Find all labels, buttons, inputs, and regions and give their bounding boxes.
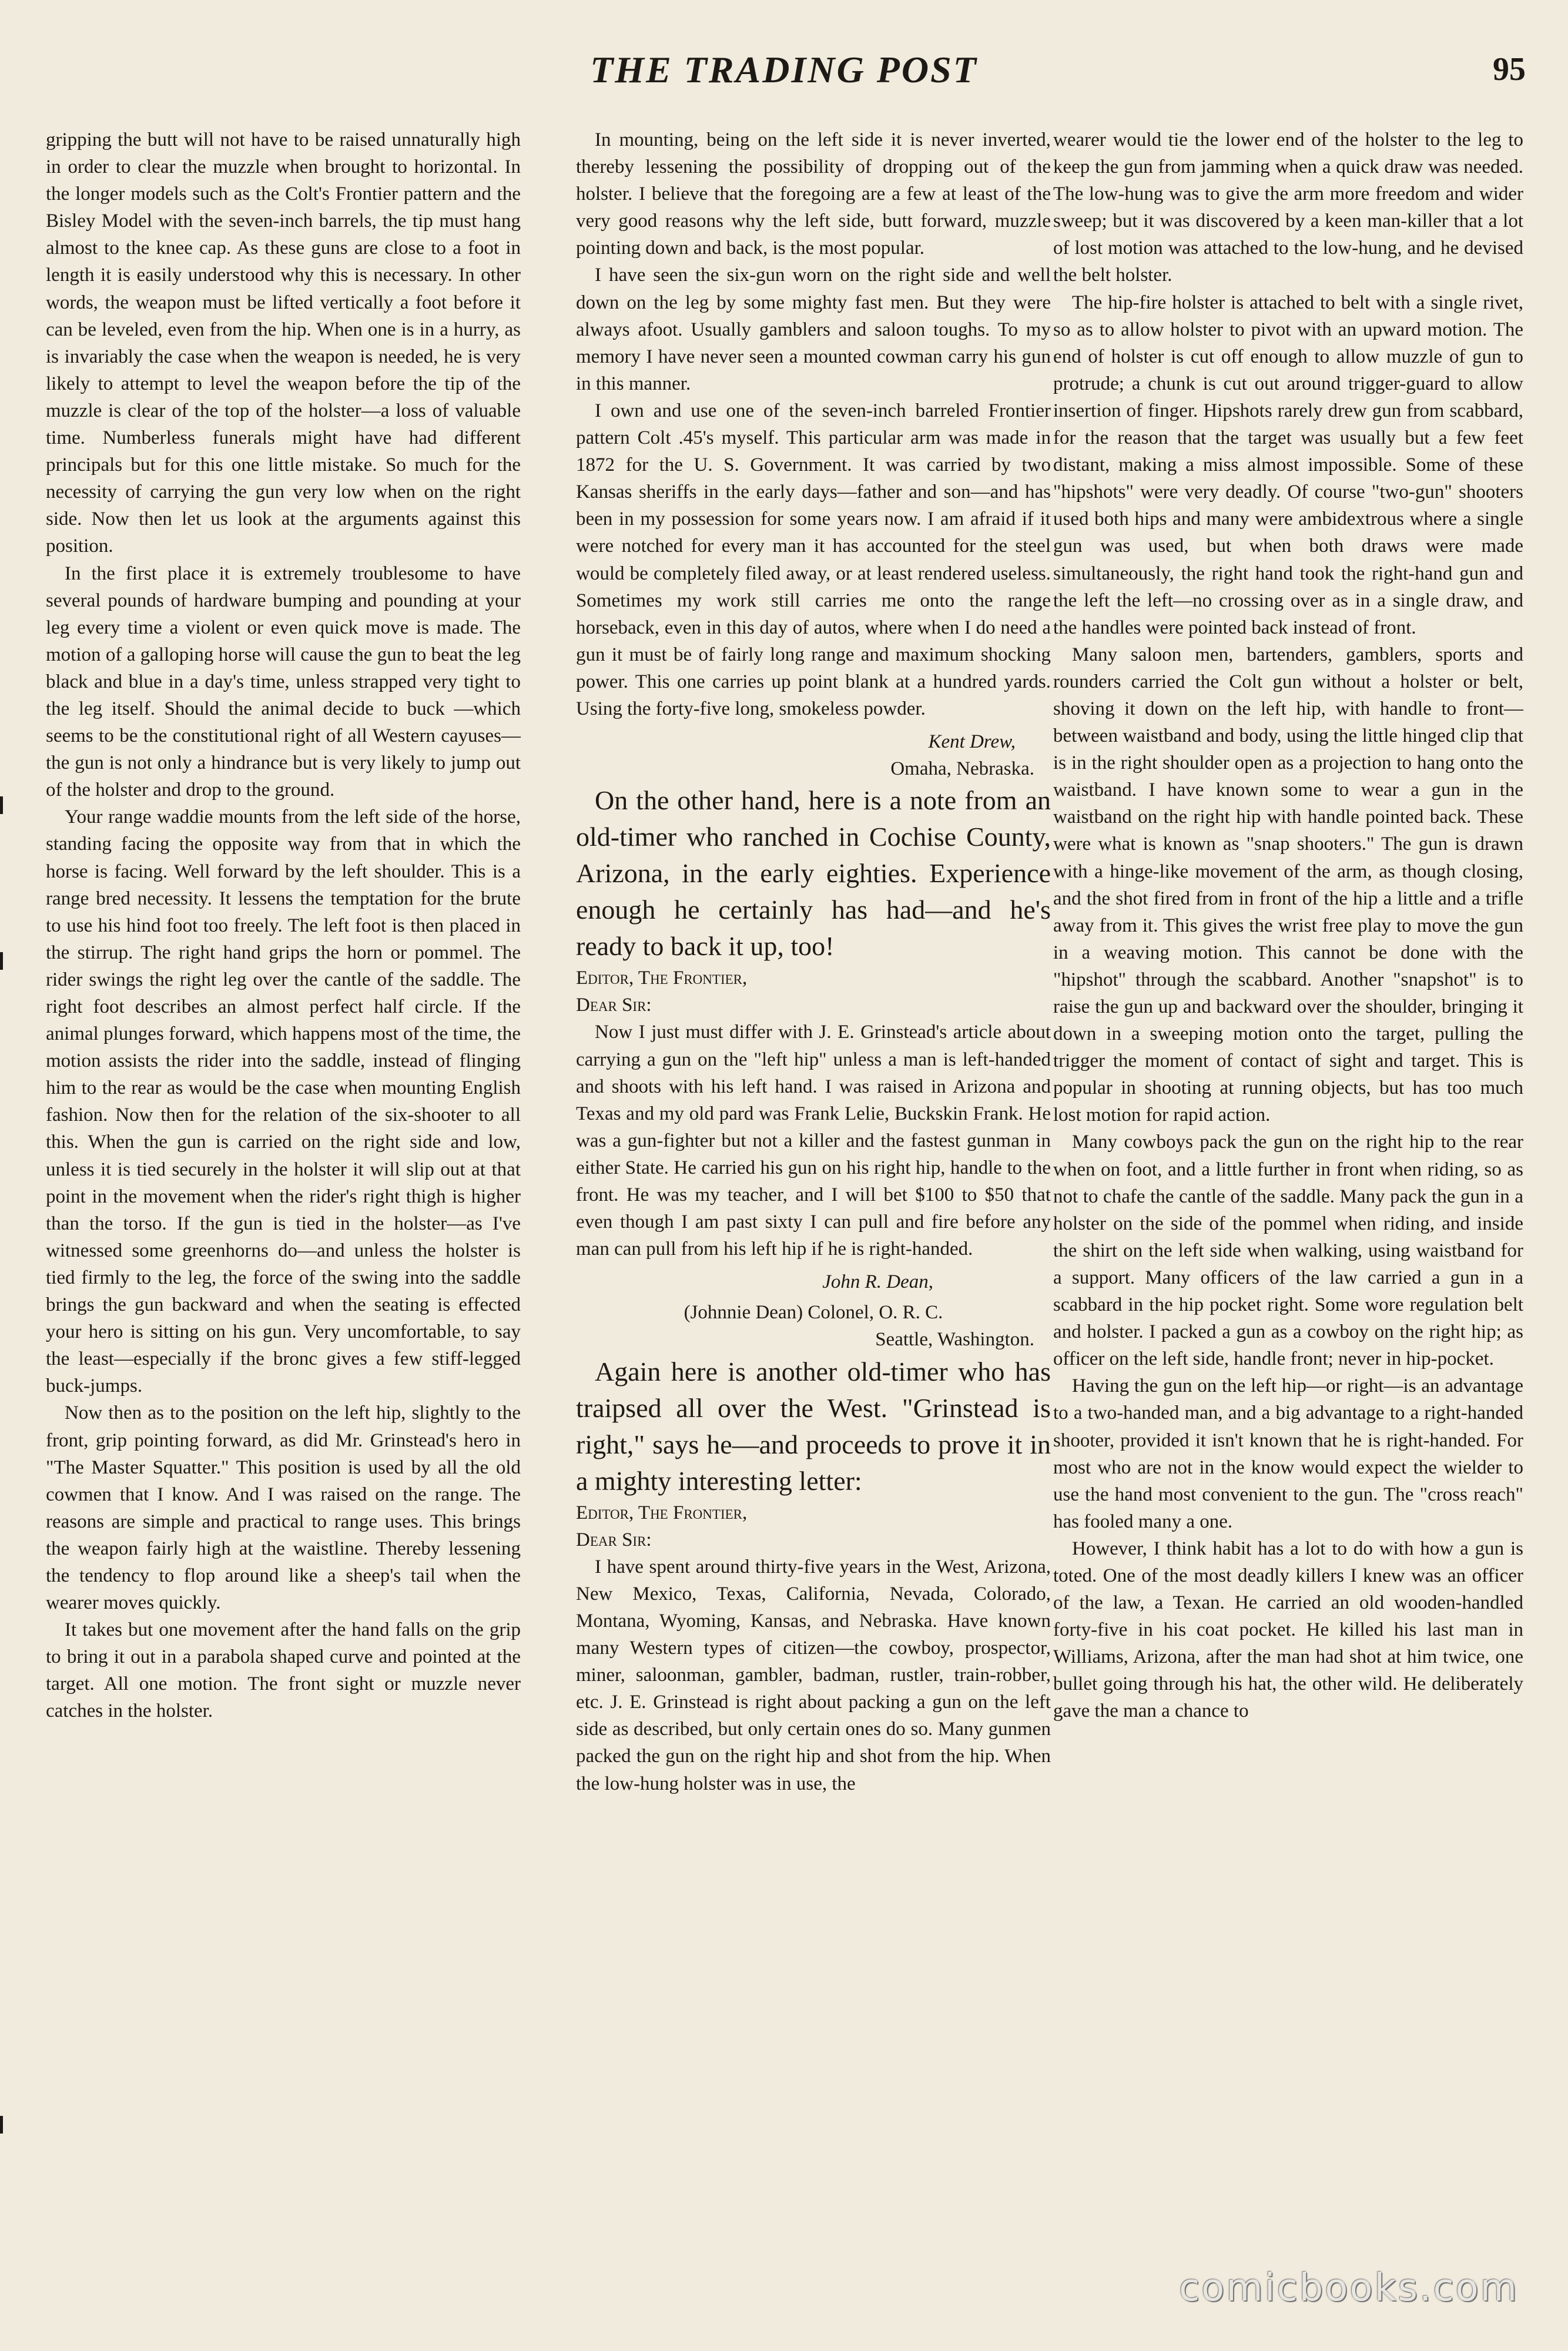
column-2 xyxy=(576,126,1051,1797)
paragraph: Having the gun on the left hip—or right—is an advantage to a two-handed man, and a big advantage to a right-handed shooter, provided it isn't known that he is right-handed. For most who are not in the know would expect the wielder to use the hand most convenient to the gun. The "cross reach" has fooled many a one. xyxy=(1053,1375,1523,1532)
letter-signature xyxy=(576,728,1051,782)
edge-mark xyxy=(0,2116,3,2134)
letter-body: Now I just must differ with J. E. Grinstead's article about carrying a gun on the "left hip" unless a man is left-handed and shoots with his left hand. I was raised in Arizona and Texas and my old pard was Frank Lelie, Buckskin Frank. He was a gun-fighter but not a killer and the fastest gunman in either State. He carried his gun on his right hip, handle to the front. He was my teacher, and I will bet $100 to $50 that even though I am past sixty I can pull and fire before any man can pull from his left hip if he is right-handed. xyxy=(576,1022,1051,1260)
paragraph: I own and use one of the seven-inch barreled Frontier pattern Colt .45's myself. This particular arm was made in 1872 for the U. S. Government. It was carried by two Kansas sheriffs in the early days—father and son—and has been in my possession for some years now. I am afraid if it were notched for every man it has accounted for the steel would be completely filed away, or at least rendered useless. Sometimes my work still carries me onto the range horseback, even in this day of autos, where when I do need a gun it must be of fairly long range and maximum shocking power. This one carries up point blank at a hundred yards. Using the forty-five long, smokeless powder. xyxy=(576,400,1051,719)
edge-mark xyxy=(0,796,3,814)
site-watermark: comicbooks.com xyxy=(1178,2266,1519,2310)
signature-name: Kent Drew, xyxy=(928,731,1016,753)
editor-line: Editor, The Frontier, xyxy=(576,967,748,989)
paragraph: I have seen the six-gun worn on the right side and well down on the leg by some mighty fast men. But they were always afoot. Usually gamblers and saloon toughs. To my memory I have never seen a mounted cowman carry his gun in this manner. xyxy=(576,264,1051,394)
paragraph: In the first place it is extremely troublesome to have several pounds of hardware bumping and pounding at your leg every time a violent or even quick move is made. The motion of a galloping horse will cause the gun to beat the leg black and blue in a day's time, unless strapped very tight to the leg itself. Should the animal decide to buck —which seems to be the constitutional right of all Western cayuses—the gun is not only a hindrance but is very likely to jump out of the holster and drop to the ground. xyxy=(46,562,521,801)
paragraph: The hip-fire holster is attached to belt with a single rivet, so as to allow holster to pivot with an upward motion. The end of holster is cut off enough to allow muzzle of gun to protrude; a chunk is cut out around trigger-guard to allow insertion of finger. Hipshots rarely drew gun from scabbard, for the reason that the target was usually but a few feet distant, making a miss almost impossible. Some of these "hipshots" were very deadly. Of course "two-gun" shooters used both hips and many were ambidextrous where a single gun was used, but when both draws were made simultaneously, the right hand took the right-hand gun and the left the left—no crossing over as in a single draw, and the handles were pointed back instead of front. xyxy=(1053,292,1523,638)
page-title: THE TRADING POST xyxy=(590,49,978,91)
editor-intro: Again here is another old-timer who has traipsed all over the West. "Grinstead is right," says he—and proceeds to prove it in a mighty interesting letter: xyxy=(576,1356,1051,1496)
letter-body: I have spent around thirty-five years in the West, Arizona, New Mexico, Texas, California, Nevada, Colorado, Montana, Wyoming, Kansas, and Nebraska. Have known many Western types of citizen—the cowboy, prospector, miner, saloonman, gambler, badman, rustler, train-robber, etc. J. E. Grinstead is right about packing a gun on the left side as described, but only certain ones do so. Many gunmen packed the gun on the right hip and shot from the hip. When the low-hung holster was in use, the xyxy=(576,1556,1051,1794)
editor-line: Editor, The Frontier, xyxy=(576,1502,748,1523)
paragraph: It takes but one movement after the hand falls on the grip to bring it out in a parabola shaped curve and pointed at the target. All one motion. The front sight or muzzle never catches in the holster. xyxy=(46,1619,521,1722)
paragraph: gripping the butt will not have to be raised unnaturally high in order to clear the muzzle when brought to horizontal. In the longer models such as the Colt's Frontier pattern and the Bisley Model with the seven-inch barrels, the tip must hang almost to the knee cap. As these guns are close to a foot in length it is easily understood why this is necessary. In other words, the weapon must be lifted vertically a foot before it can be leveled, even from the hip. When one is in a hurry, as is invariably the case when the weapon is needed, he is very likely to attempt to level the weapon before the tip of the muzzle is clear of the top of the holster—a loss of valuable time. Numberless funerals might have had different principals but for this one little mistake. So much for the necessity of carrying the gun very low when on the right side. Now then let us look at the arguments against this position. xyxy=(46,129,521,557)
paragraph: Now then as to the position on the left hip, slightly to the front, grip pointing forward, as did Mr. Grinstead's hero in "The Master Squatter." This position is used by all the old cowmen that I know. And I was raised on the range. The reasons are simple and practical to range uses. This brings the weapon fairly high at the waistline. Thereby lessening the tendency to flop around like a sheep's tail when the wearer moves quickly. xyxy=(46,1402,521,1614)
column-1 xyxy=(46,126,521,1725)
signature-title: (Johnnie Dean) Colonel, O. R. C. xyxy=(684,1302,943,1324)
letter-signature xyxy=(576,1268,1051,1353)
column-3 xyxy=(1053,126,1523,1725)
signature-place: Omaha, Nebraska. xyxy=(890,758,1034,780)
salutation: Dear Sir: xyxy=(576,1529,652,1550)
edge-mark xyxy=(0,952,3,970)
paragraph: wearer would tie the lower end of the holster to the leg to keep the gun from jamming when a quick draw was needed. The low-hung was to give the arm more freedom and wider sweep; but it was discovered by a keen man-killer that a lot of lost motion was attached to the low-hung, and he devised the belt holster. xyxy=(1053,129,1523,286)
signature-place: Seattle, Washington. xyxy=(875,1329,1034,1351)
page-number: 95 xyxy=(1493,51,1526,88)
page-header xyxy=(0,48,1568,102)
paragraph: In mounting, being on the left side it is never inverted, thereby lessening the possibility of dropping out of the holster. I believe that the foregoing are a few at least of the very good reasons why the left side, butt forward, muzzle pointing down and back, is the most popular. xyxy=(576,129,1051,259)
paragraph: Many cowboys pack the gun on the right hip to the rear when on foot, and a little further in front when riding, so as not to chafe the cantle of the saddle. Many pack the gun in a holster on the side of the pommel when riding, and inside the shirt on the left side when walking, using waistband for a support. Many officers of the law carried a gun in a scabbard in the hip pocket right. Some wore regulation belt and holster. I packed a gun as a cowboy on the right hip; as officer on the left side, handle front; never in hip-pocket. xyxy=(1053,1131,1523,1370)
paragraph: Your range waddie mounts from the left side of the horse, standing facing the opposite way from that in which the horse is facing. Well forward by the left shoulder. This is a range bred necessity. It lessens the temptation for the brute to use his hind foot too freely. The left foot is then placed in the stirrup. The right hand grips the horn or pommel. The rider swings the right leg over the cantle of the saddle. The right foot describes an almost perfect half circle. If the animal plunges forward, which happens most of the time, the motion assists the rider into the saddle, instead of flinging him to the rear as would be the case when mounting English fashion. Now then for the relation of the six-shooter to all this. When the gun is carried on the right side and low, unless it is tied securely in the holster it will slip out at that point in the movement when the rider's right thigh is higher than the torso. If the gun is tied in the holster—as I've witnessed some greenhorns do—and unless the holster is tied firmly to the leg, the force of the swing into the saddle brings the gun backward and when the seating is effected your hero is sitting on his gun. Very uncomfortable, to say the least—especially if the bronc gives a few stiff-legged buck-jumps. xyxy=(46,806,521,1397)
paragraph: However, I think habit has a lot to do with how a gun is toted. One of the most deadly killers I knew was an officer of the law, a Texan. He carried an old wooden-handled forty-five in his coat pocket. He killed his last man in Williams, Arizona, after the man had shot at him twice, one bullet going through his hat, the other wild. He deliberately gave the man a chance to xyxy=(1053,1538,1523,1722)
editor-intro: On the other hand, here is a note from an old-timer who ranched in Cochise County, Arizona, in the early eighties. Experience enough he certainly has had—and he's ready to back it up, too! xyxy=(576,785,1051,962)
signature-name: John R. Dean, xyxy=(822,1271,933,1293)
salutation: Dear Sir: xyxy=(576,994,652,1016)
paragraph: Many saloon men, bartenders, gamblers, sports and rounders carried the Colt gun without a holster or belt, shoving it down on the left hip, with handle to front—between waistband and body, using the little hinged clip that is in the right shoulder open as a projection to hang onto the waistband. I have known some to wear a gun in the waistband on the right hip with handle pointed back. These were what is known as "snap shooters." The gun is drawn with a hinge-like movement of the arm, as though closing, and the shot fired from in front of the hip a little and a trifle away from it. This gives the wrist free play to move the gun in a weaving motion. This cannot be done with the "hipshot" through the scabbard. Another "snapshot" is to raise the gun up and backward over the shoulder, bringing it down in a sweeping motion onto the target, pulling the trigger the moment of contact of sight and target. This is popular in shooting at running objects, but has too much lost motion for rapid action. xyxy=(1053,644,1523,1126)
